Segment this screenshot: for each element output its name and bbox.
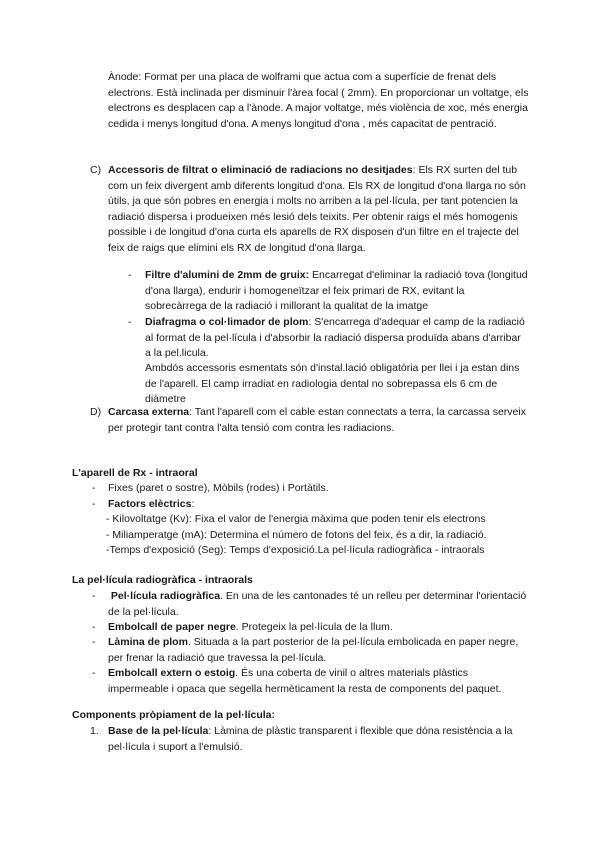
- diaphragm-text: : S'encarrega d'adequar el camp de la radiació al format de la pel·lícula i d'absorbir la radiació dispersa produïda abans d'arribar a la pel.licula.: [145, 316, 525, 360]
- factors-title: Factors elèctrics: [108, 498, 192, 510]
- accessories-note: Ambdós accessoris esmentats són d'instal.lació obligatòria per llei i ja estan dins de l'aparell. El camp irradiat en radiologia dental no sobrepassa els 6 cm de diàmetre: [145, 362, 520, 406]
- component-1-title: Base de la pel·lícula: [108, 725, 209, 737]
- section-c-paragraph: [108, 163, 528, 257]
- pelicula-item-2: [108, 620, 528, 636]
- pelicula-item-2-title: Embolcall de paper negre: [108, 621, 236, 633]
- pelicula-item-4-text: . És una coberta de vinil o altres materials plàstics impermeable i opaca que segella hermèticament la resta de components del paquet.: [108, 667, 502, 695]
- pelicula-heading: La pel·lícula radiogràfica - intraorals: [72, 574, 253, 586]
- pelicula-item-3-dash: -: [92, 636, 96, 648]
- component-1: [108, 724, 528, 755]
- pelicula-item-2-text: . Protegeix la pel·lícula de la llum.: [235, 621, 393, 633]
- section-d-label: D): [90, 406, 102, 418]
- aparell-item-2-dash: -: [92, 498, 96, 510]
- pelicula-item-1-text: . En una de les cantonades té un relleu per determinar l'orientació de la pel·lícula.: [108, 590, 527, 618]
- filter-text: Encarregat d'eliminar la radiació tova (longitud d'ona llarga), endurir i homogeneïtzar el feix primari de RX, evitant la sobrecàrrega de la radiació i millorant la qualitat de la imatge: [145, 269, 528, 313]
- pelicula-item-1-title: Pel·lícula radiogràfica: [110, 590, 221, 602]
- diaphragm-title: Diafragma o col·limador de plom: [145, 316, 309, 328]
- filter-title: Filtre d'alumini de 2mm de gruix:: [145, 269, 310, 281]
- section-c-title: Accessoris de filtrat o eliminació de radiacions no desitjades: [108, 164, 413, 176]
- pelicula-item-3-text: . Situada a la part posterior de la pel·lícula embolicada en paper negre, per frenar la radiació que travessa la pel·lícula.: [108, 636, 519, 664]
- section-d-title: Carcasa externa: [108, 406, 190, 418]
- section-d-paragraph: [108, 405, 528, 436]
- section-d-text: : Tant l'aparell com el cable estan connectats a terra, la carcassa serveix per protegir tant contra l'alta tensió com contra les radiacions.: [108, 406, 526, 434]
- factor-kv: - Kilovoltatge (Kv): Fixa el valor de l'energia màxima que poden tenir els electrons: [106, 513, 486, 525]
- component-1-text: : Làmina de plàstic transparent i flexible que dóna resistència a la pel·lícula i suport a l'emulsió.: [108, 725, 513, 753]
- filter-paragraph: [145, 268, 529, 315]
- aparell-item-1: Fixes (paret o sostre), Mòbils (rodes) i Portàtils.: [108, 482, 329, 494]
- components-heading: Components pròpiament de la pel·lícula:: [72, 709, 276, 721]
- diaphragm-paragraph: [145, 315, 529, 362]
- pelicula-item-1: [108, 589, 528, 620]
- section-c-text: : Els RX surten del tub com un feix divergent amb diferents longitud d'ona. Els RX de longitud d'ona llarga no són útils, ja que són pobres en energia i molts no arriben a la pel·lícula, per tant potencien la radiació dispersa i produeixen més lesió dels teixits. Per obtenir raigs el més homogenis possible i de longitud d'ona curta els aparells de RX disposen d'un filtre en el trajecte del feix de raigs que elimini els RX de longitud d'ona llarga.: [108, 164, 526, 254]
- pelicula-item-3-title: Làmina de plom: [108, 636, 188, 648]
- pelicula-item-3: [108, 635, 528, 666]
- pelicula-item-1-dash: -: [92, 590, 96, 602]
- component-1-number: 1.: [90, 725, 99, 737]
- pelicula-item-4-dash: -: [92, 667, 96, 679]
- factors-colon: :: [191, 498, 195, 510]
- aparell-item-2: [108, 497, 528, 513]
- factor-time: -Temps d'exposició (Seg): Temps d'exposició.La pel·lícula radiogràfica - intraorals: [106, 544, 485, 556]
- diaphragm-dash: -: [128, 316, 132, 328]
- factor-ma: - Miliamperatge (mA): Determina el número de fotons del feix, és a dir, la radiació.: [106, 529, 487, 541]
- filter-dash: -: [128, 269, 132, 281]
- aparell-item-1-dash: -: [92, 482, 96, 494]
- aparell-heading: L'aparell de Rx - intraoral: [72, 467, 198, 479]
- pelicula-item-4: [108, 666, 528, 697]
- section-c-label: C): [90, 164, 102, 176]
- pelicula-item-4-title: Embolcall extern o estoig: [108, 667, 236, 679]
- pelicula-item-2-dash: -: [92, 621, 96, 633]
- anode-paragraph: Ànode: Format per una placa de wolframi que actua com a superfície de frenat dels electrons. Està inclinada per disminuir l'àrea focal ( 2mm). En proporcionar un voltatge, els electrons es desplacen cap a l'ànode. A major voltatge, més violència de xoc, més energia cedida i menys longitud d'ona. A menys longitud d'ona , més capacitat de pentració.: [108, 71, 529, 130]
